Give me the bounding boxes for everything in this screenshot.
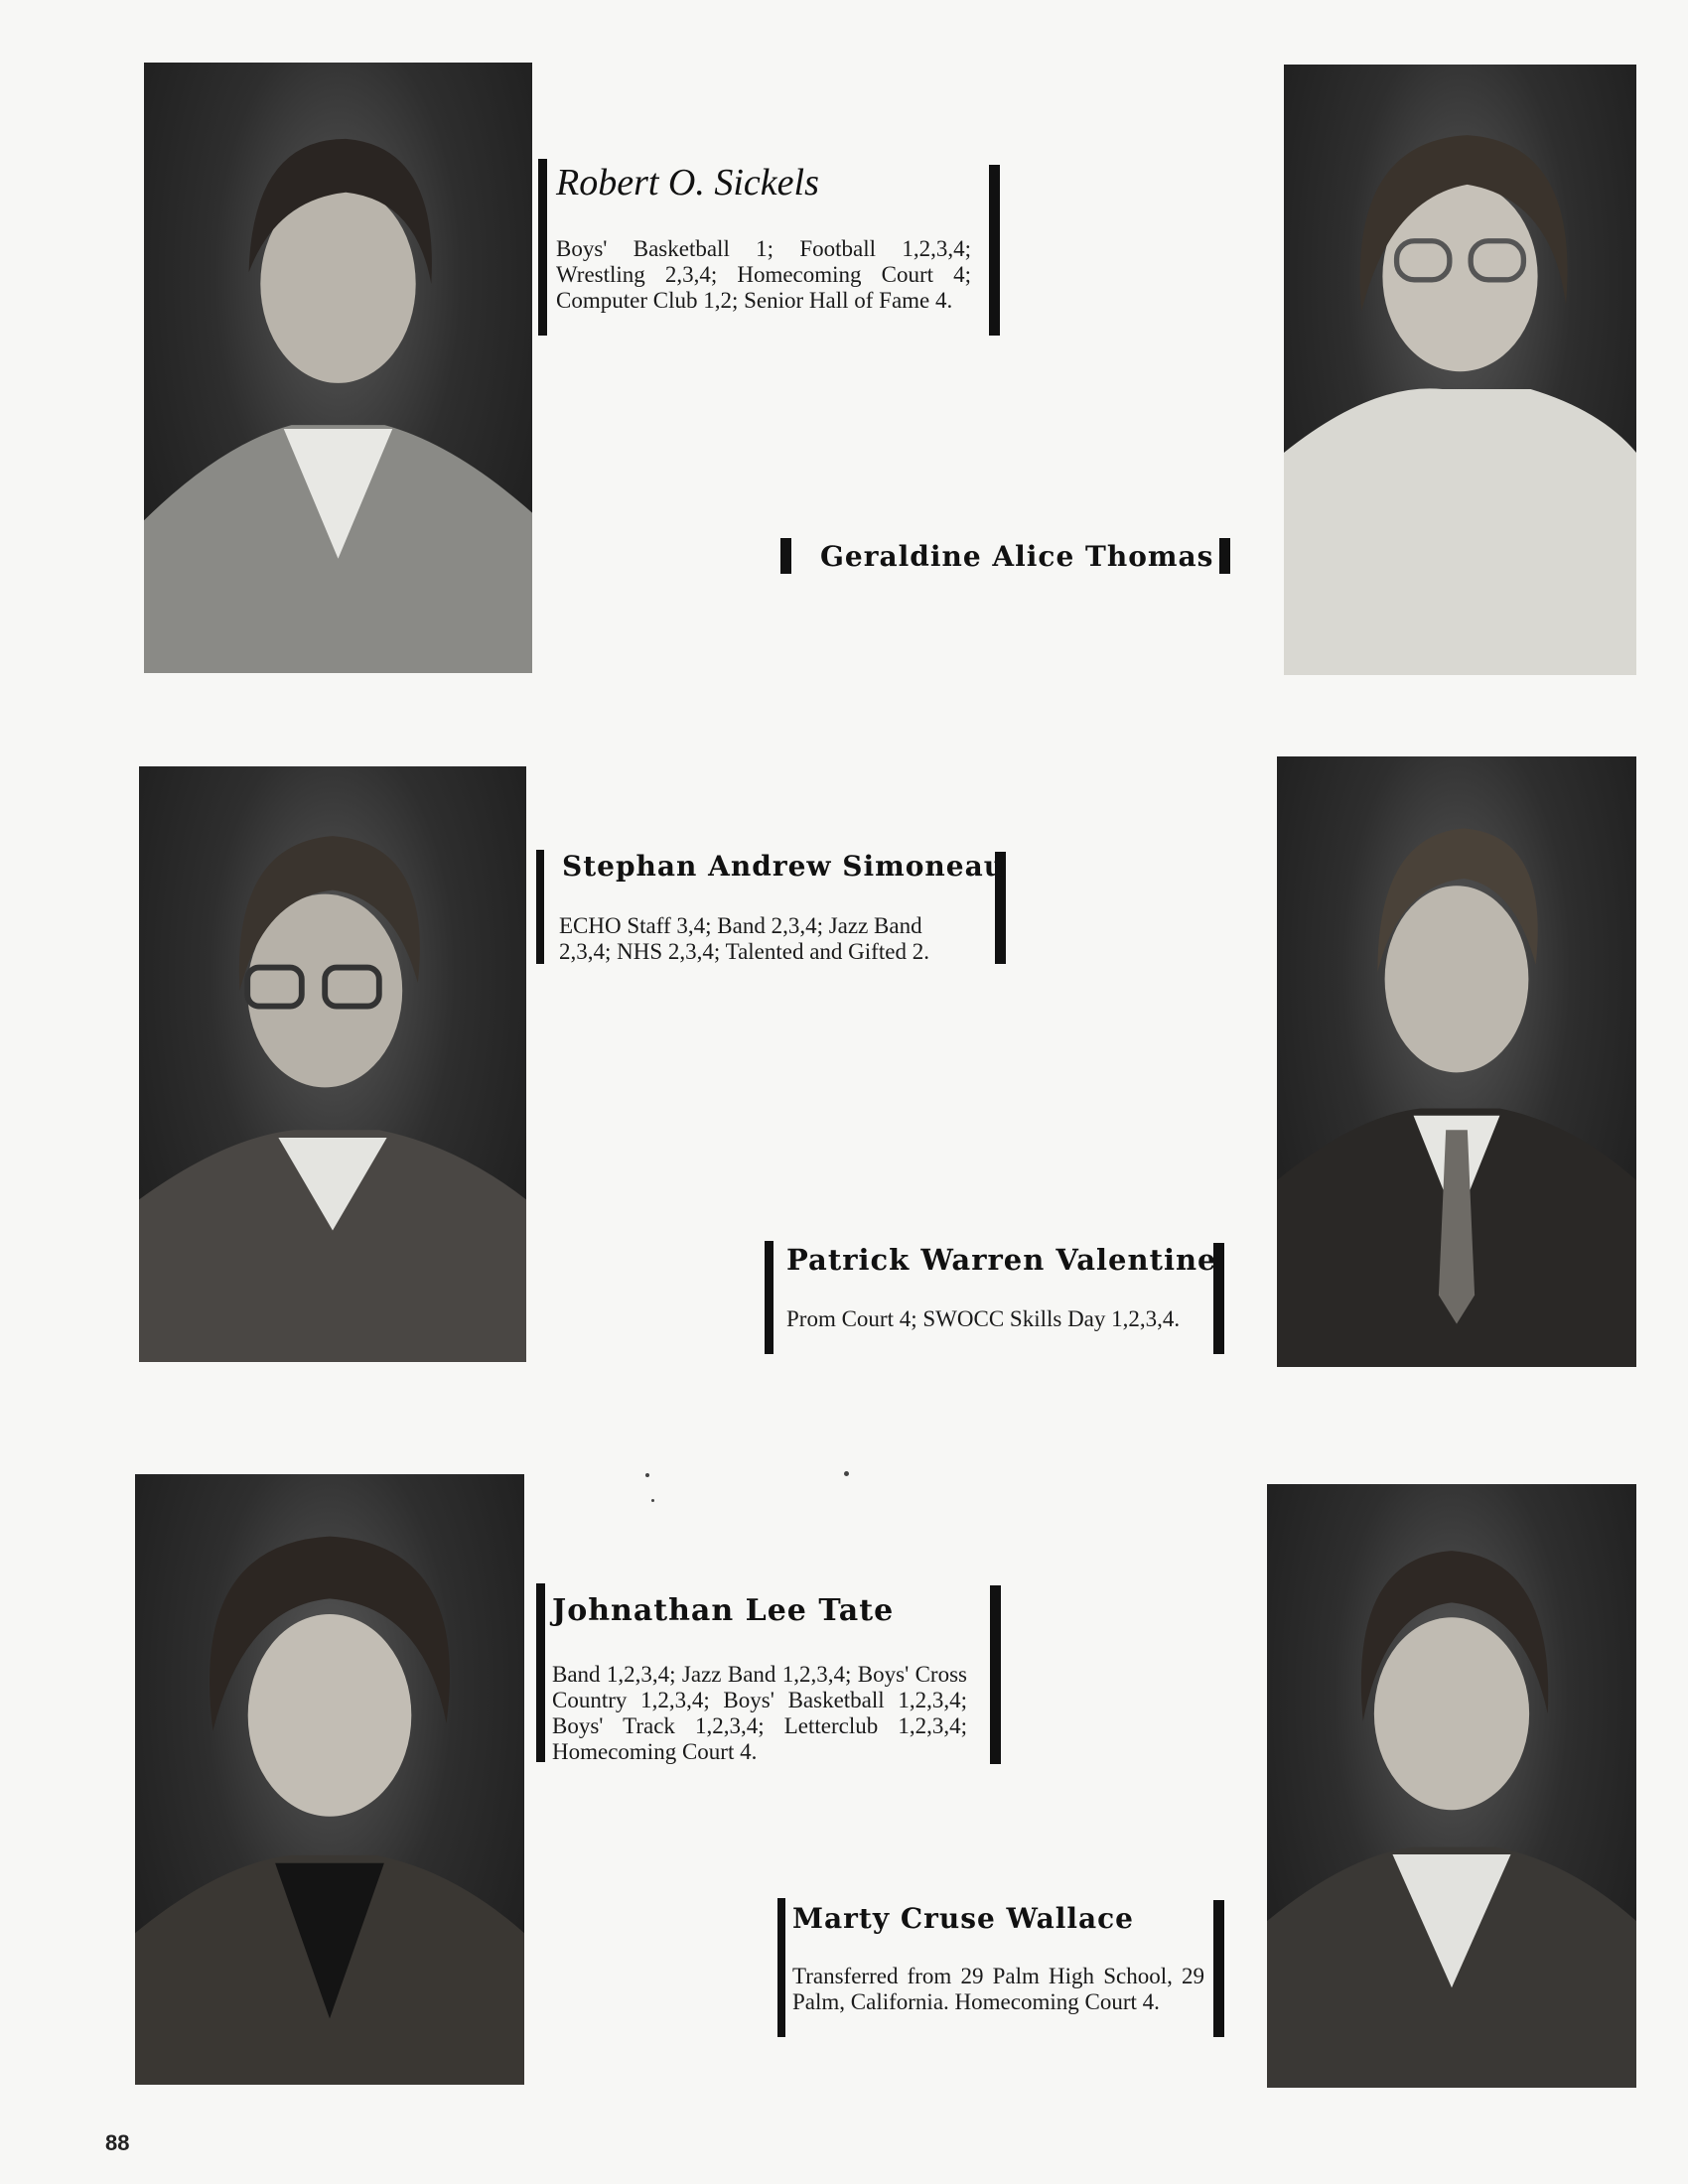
portrait-patrick-valentine [1277, 756, 1636, 1367]
name-bracket-left [536, 850, 544, 964]
name-bracket-left [536, 1583, 545, 1762]
name-bracket-right [989, 165, 1000, 336]
student-name: Geraldine Alice Thomas [820, 540, 1214, 573]
portrait-robert-sickels [144, 63, 532, 673]
student-activities: Transferred from 29 Palm High School, 29 Palm, California. Homecoming Court 4. [792, 1964, 1204, 2014]
scan-speck [651, 1499, 654, 1502]
student-activities: ECHO Staff 3,4; Band 2,3,4; Jazz Band 2,3,4; NHS 2,3,4; Talented and Gifted 2. [559, 913, 929, 964]
portrait-johnathan-tate [135, 1474, 524, 2085]
student-name: Johnathan Lee Tate [552, 1593, 895, 1628]
student-name: Marty Cruse Wallace [792, 1902, 1134, 1935]
name-bracket-left [538, 159, 547, 336]
student-activities: Band 1,2,3,4; Jazz Band 1,2,3,4; Boys' Cross Country 1,2,3,4; Boys' Basketball 1,2,3,4; Boys' Track 1,2,3,4; Letterclub 1,2,3,4; Homecoming Court 4. [552, 1662, 967, 1764]
scan-speck [645, 1473, 649, 1477]
name-bracket-left [780, 538, 791, 574]
portrait-marty-wallace [1267, 1484, 1636, 2088]
portrait-geraldine-thomas [1284, 65, 1636, 675]
name-bracket-left [777, 1898, 785, 2037]
student-name: Robert O. Sickels [556, 162, 819, 204]
student-activities: Boys' Basketball 1; Football 1,2,3,4; Wrestling 2,3,4; Homecoming Court 4; Computer Club 1,2; Senior Hall of Fame 4. [556, 236, 971, 313]
name-bracket-left [765, 1241, 774, 1354]
portrait-stephan-simoneau [139, 766, 526, 1362]
student-name: Patrick Warren Valentine [786, 1243, 1217, 1277]
page-number: 88 [105, 2130, 130, 2155]
student-activities: Prom Court 4; SWOCC Skills Day 1,2,3,4. [786, 1306, 1181, 1331]
scan-speck [844, 1471, 849, 1476]
student-name: Stephan Andrew Simoneau [562, 850, 1006, 883]
name-bracket-right [1213, 1900, 1224, 2037]
name-bracket-right [990, 1585, 1001, 1764]
name-bracket-right [1219, 538, 1230, 574]
